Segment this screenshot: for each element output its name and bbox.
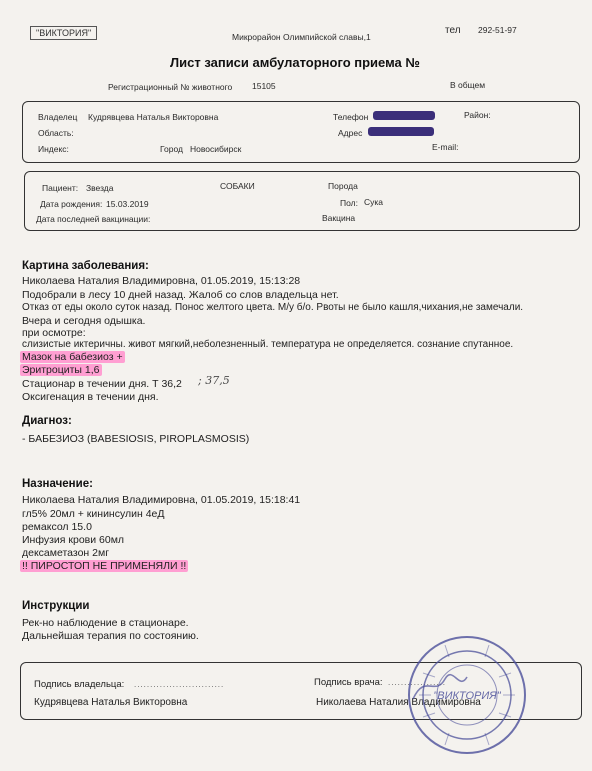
index-label: Индекс: [38, 144, 69, 154]
diagnosis-text: - БАБЕЗИОЗ (BABESIOSIS, PIROPLASMOSIS) [22, 433, 250, 445]
dob-label: Дата рождения: [40, 199, 103, 209]
clinic-stamp [405, 633, 529, 757]
vaccine-label: Вакцина [322, 213, 356, 223]
dob-value: 15.03.2019 [106, 199, 149, 209]
clinic-phone: 292-51-97 [478, 25, 517, 35]
owner-info-box [22, 101, 580, 163]
email-label: E-mail: [432, 142, 459, 152]
vaccination-date-label: Дата последней вакцинации: [36, 214, 151, 224]
doctor-signature-name: Николаева Наталия Владимировна [316, 697, 481, 708]
city-value: Новосибирск [190, 144, 242, 154]
patient-species: СОБАКИ [220, 181, 255, 191]
instruction-line: Рек-но наблюдение в стационаре. [22, 617, 189, 629]
patient-name: Звезда [86, 183, 114, 193]
owner-label: Владелец [38, 112, 78, 122]
oxygenation-line: Оксигенация в течении дня. [22, 391, 159, 403]
breed-label: Порода [328, 181, 358, 191]
owner-signature-line: ............................ [134, 680, 225, 689]
registration-number: 15105 [252, 81, 276, 91]
list-type: В общем [450, 80, 486, 90]
diagnosis-heading: Диагноз: [22, 415, 72, 427]
anamnesis-line: слизистые иктеричны. живот мягкий,неболезненный. температура не определяется. сознание спутанное. [22, 339, 514, 350]
anamnesis-line: Подобрали в лесу 10 дней назад. Жалоб со слов владельца нет. [22, 289, 339, 301]
prescription-line: Николаева Наталия Владимировна, 01.05.2019, 15:18:41 [22, 494, 301, 506]
city-label: Город [160, 144, 183, 154]
pirostop-warning-highlight: !! ПИРОСТОП НЕ ПРИМЕНЯЛИ !! [22, 560, 187, 572]
address-label: Адрес [338, 128, 363, 138]
prescription-line: ремаксол 15.0 [22, 521, 92, 533]
sex-value: Сука [364, 197, 384, 207]
anamnesis-line: Отказ от еды около суток назад. Понос желтого цвета. М/у б/о. Рвоты не было кашля,чихания,не замечали. [22, 302, 524, 313]
doctor-signature-label: Подпись врача: [314, 677, 383, 688]
sex-label: Пол: [340, 198, 358, 208]
owner-signature-label: Подпись владельца: [34, 679, 125, 690]
prescription-line: дексаметазон 2мг [22, 547, 110, 559]
erythrocytes-highlight: Эритроциты 1,6 [22, 364, 100, 376]
highlight-row [20, 364, 102, 376]
page-title: Лист записи амбулаторного приема № [170, 55, 420, 70]
redacted-address [368, 127, 434, 136]
registration-label: Регистрационный № животного [108, 82, 233, 92]
prescription-line: гл5% 20мл + кининсулин 4еД [22, 508, 165, 520]
anamnesis-line: Вчера и сегодня одышка. [22, 315, 146, 327]
anamnesis-heading: Картина заболевания: [22, 260, 149, 272]
phone-field-label: Телефон [333, 112, 369, 122]
doctor-signature-line: .................. [388, 678, 447, 687]
redacted-phone [373, 111, 435, 120]
anamnesis-line: при осмотре: [22, 327, 86, 339]
clinic-logo: "ВИКТОРИЯ" [30, 26, 97, 40]
highlight-row [20, 351, 125, 363]
owner-name: Кудрявцева Наталья Викторовна [88, 112, 219, 122]
prescription-heading: Назначение: [22, 478, 93, 490]
highlight-row [20, 560, 188, 572]
prescription-line: Инфузия крови 60мл [22, 534, 125, 546]
instruction-line: Дальнейшая терапия по состоянию. [22, 630, 199, 642]
region-label: Область: [38, 128, 74, 138]
owner-signature-name: Кудрявцева Наталья Викторовна [34, 697, 188, 708]
stamp-center-text: "ВИКТОРИЯ" [433, 690, 501, 702]
instructions-heading: Инструкции [22, 600, 90, 612]
handwritten-temperature: ; 37,5 [198, 374, 230, 387]
anamnesis-line: Николаева Наталия Владимировна, 01.05.2019, 15:13:28 [22, 275, 301, 287]
patient-label: Пациент: [42, 183, 79, 193]
babesiosis-smear-highlight: Мазок на бабезиоз + [22, 351, 123, 363]
district-label: Район: [464, 110, 491, 120]
clinic-address: Микрорайон Олимпийской славы,1 [232, 32, 371, 42]
stationary-line: Стационар в течении дня. Т 36,2 [22, 378, 182, 390]
phone-label: тел [445, 25, 461, 36]
